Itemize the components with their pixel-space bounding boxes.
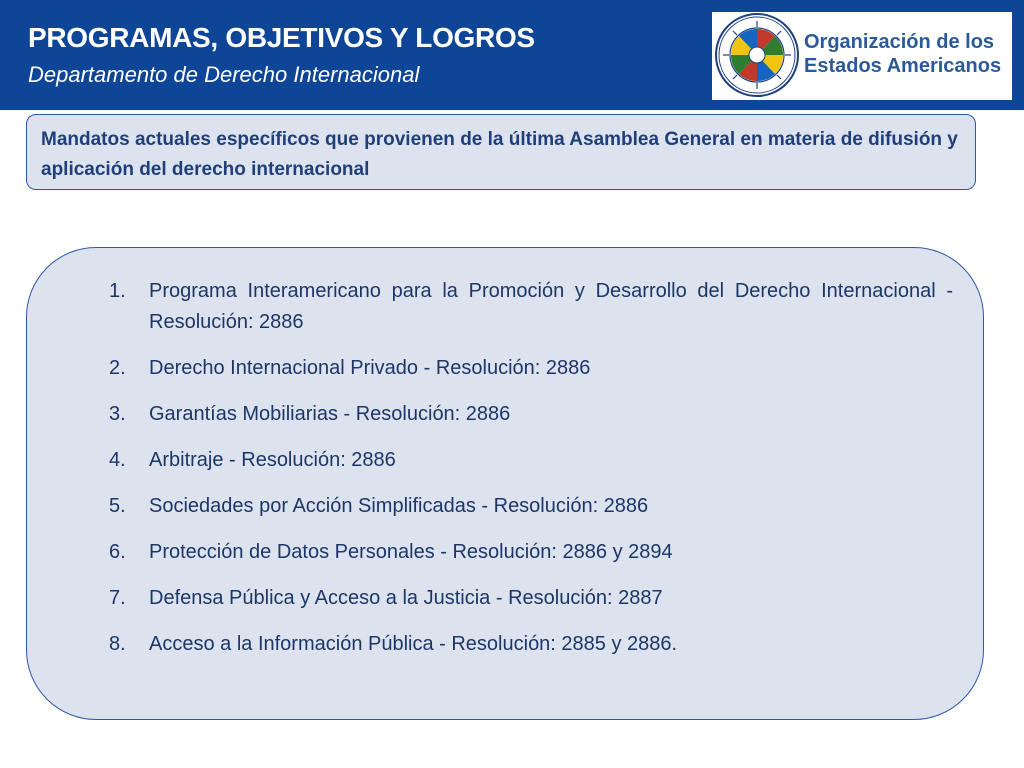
list-item-text: Programa Interamericano para la Promoción y Desarrollo del Derecho Internacional - Resolución: 2886 bbox=[149, 280, 953, 333]
list-item-number: 7. bbox=[109, 587, 126, 609]
list-item bbox=[109, 583, 953, 614]
mandates-heading-box bbox=[26, 114, 976, 190]
list-item-number: 5. bbox=[109, 495, 126, 517]
oas-logo bbox=[712, 12, 1012, 100]
page-subtitle: Departamento de Derecho Internacional bbox=[28, 62, 420, 87]
list-item bbox=[109, 399, 953, 430]
list-item-text: Derecho Internacional Privado - Resolución: 2886 bbox=[149, 357, 591, 379]
mandates-heading: Mandatos actuales específicos que provienen de la última Asamblea General en materia de difusión y aplicación del derecho internacional bbox=[41, 129, 958, 180]
mandates-list bbox=[109, 276, 953, 675]
list-item-number: 8. bbox=[109, 633, 126, 655]
list-item-text: Arbitraje - Resolución: 2886 bbox=[149, 449, 396, 471]
list-item-number: 6. bbox=[109, 541, 126, 563]
list-item bbox=[109, 491, 953, 522]
list-item-text: Defensa Pública y Acceso a la Justicia - Resolución: 2887 bbox=[149, 587, 663, 609]
page-title: PROGRAMAS, OBJETIVOS Y LOGROS bbox=[28, 22, 535, 53]
list-item bbox=[109, 276, 953, 338]
list-item-number: 1. bbox=[109, 280, 126, 302]
list-item bbox=[109, 445, 953, 476]
list-item-number: 3. bbox=[109, 403, 126, 425]
list-item-number: 2. bbox=[109, 357, 126, 379]
org-name bbox=[804, 30, 1001, 78]
org-name-line2: Estados Americanos bbox=[804, 55, 1002, 77]
list-item-text: Garantías Mobiliarias - Resolución: 2886 bbox=[149, 403, 511, 425]
mandates-list-box bbox=[26, 247, 984, 720]
list-item bbox=[109, 537, 953, 568]
oas-seal-icon bbox=[714, 12, 800, 98]
list-item-text: Protección de Datos Personales - Resolución: 2886 y 2894 bbox=[149, 541, 673, 563]
list-item bbox=[109, 353, 953, 384]
list-item-number: 4. bbox=[109, 449, 126, 471]
list-item bbox=[109, 629, 953, 660]
org-name-line1: Organización de los bbox=[804, 31, 995, 53]
list-item-text: Acceso a la Información Pública - Resolución: 2885 y 2886. bbox=[149, 633, 678, 655]
list-item-text: Sociedades por Acción Simplificadas - Resolución: 2886 bbox=[149, 495, 649, 517]
